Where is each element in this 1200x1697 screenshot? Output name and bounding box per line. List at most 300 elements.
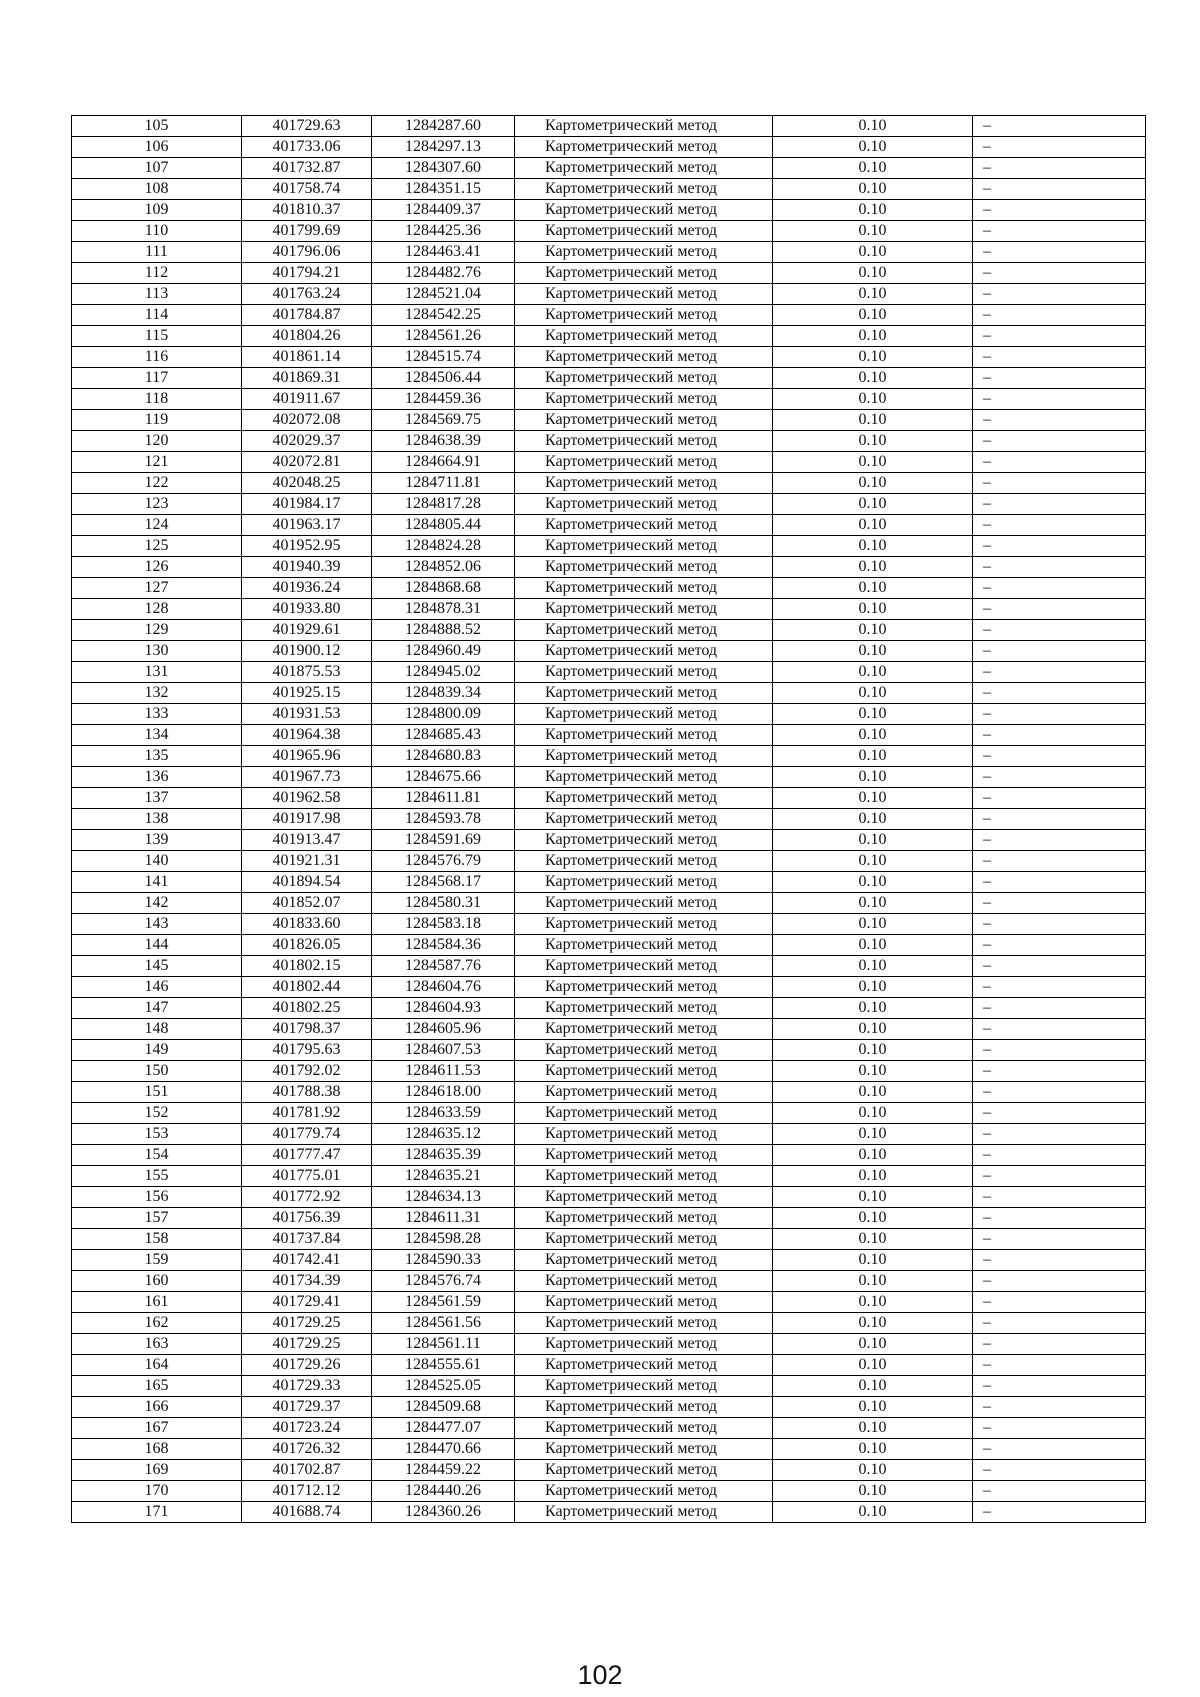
accuracy-cell: 0.10	[773, 893, 973, 914]
point-number-cell: 126	[72, 557, 242, 578]
note-cell: –	[973, 263, 1146, 284]
note-cell: –	[973, 704, 1146, 725]
accuracy-cell: 0.10	[773, 1271, 973, 1292]
point-number-cell: 128	[72, 599, 242, 620]
point-number-cell: 105	[72, 116, 242, 137]
y-coordinate-cell: 1284470.66	[372, 1439, 515, 1460]
method-cell: Картометрический метод	[515, 116, 773, 137]
y-coordinate-cell: 1284440.26	[372, 1481, 515, 1502]
y-coordinate-cell: 1284459.22	[372, 1460, 515, 1481]
method-cell: Картометрический метод	[515, 1208, 773, 1229]
x-coordinate-cell: 401756.39	[242, 1208, 372, 1229]
y-coordinate-cell: 1284576.79	[372, 851, 515, 872]
y-coordinate-cell: 1284852.06	[372, 557, 515, 578]
point-number-cell: 123	[72, 494, 242, 515]
accuracy-cell: 0.10	[773, 1124, 973, 1145]
table-row	[72, 1481, 1146, 1502]
x-coordinate-cell: 401802.25	[242, 998, 372, 1019]
point-number-cell: 132	[72, 683, 242, 704]
method-cell: Картометрический метод	[515, 1145, 773, 1166]
note-cell: –	[973, 893, 1146, 914]
accuracy-cell: 0.10	[773, 620, 973, 641]
note-cell: –	[973, 1355, 1146, 1376]
table-row	[72, 284, 1146, 305]
note-cell: –	[973, 116, 1146, 137]
note-cell: –	[973, 221, 1146, 242]
x-coordinate-cell: 401737.84	[242, 1229, 372, 1250]
note-cell: –	[973, 998, 1146, 1019]
y-coordinate-cell: 1284664.91	[372, 452, 515, 473]
y-coordinate-cell: 1284824.28	[372, 536, 515, 557]
method-cell: Картометрический метод	[515, 221, 773, 242]
x-coordinate-cell: 401962.58	[242, 788, 372, 809]
table-row	[72, 557, 1146, 578]
accuracy-cell: 0.10	[773, 1250, 973, 1271]
point-number-cell: 147	[72, 998, 242, 1019]
note-cell: –	[973, 452, 1146, 473]
point-number-cell: 108	[72, 179, 242, 200]
point-number-cell: 144	[72, 935, 242, 956]
y-coordinate-cell: 1284590.33	[372, 1250, 515, 1271]
method-cell: Картометрический метод	[515, 1103, 773, 1124]
y-coordinate-cell: 1284580.31	[372, 893, 515, 914]
y-coordinate-cell: 1284463.41	[372, 242, 515, 263]
accuracy-cell: 0.10	[773, 389, 973, 410]
x-coordinate-cell: 402029.37	[242, 431, 372, 452]
y-coordinate-cell: 1284604.93	[372, 998, 515, 1019]
method-cell: Картометрический метод	[515, 368, 773, 389]
y-coordinate-cell: 1284817.28	[372, 494, 515, 515]
y-coordinate-cell: 1284868.68	[372, 578, 515, 599]
accuracy-cell: 0.10	[773, 1103, 973, 1124]
y-coordinate-cell: 1284287.60	[372, 116, 515, 137]
method-cell: Картометрический метод	[515, 536, 773, 557]
note-cell: –	[973, 1418, 1146, 1439]
note-cell: –	[973, 1397, 1146, 1418]
x-coordinate-cell: 401729.33	[242, 1376, 372, 1397]
accuracy-cell: 0.10	[773, 599, 973, 620]
x-coordinate-cell: 401967.73	[242, 767, 372, 788]
method-cell: Картометрический метод	[515, 1481, 773, 1502]
table-row	[72, 221, 1146, 242]
method-cell: Картометрический метод	[515, 1502, 773, 1523]
note-cell: –	[973, 1040, 1146, 1061]
method-cell: Картометрический метод	[515, 977, 773, 998]
y-coordinate-cell: 1284360.26	[372, 1502, 515, 1523]
table-row	[72, 326, 1146, 347]
x-coordinate-cell: 401964.38	[242, 725, 372, 746]
x-coordinate-cell: 401911.67	[242, 389, 372, 410]
table-row	[72, 914, 1146, 935]
note-cell: –	[973, 515, 1146, 536]
point-number-cell: 163	[72, 1334, 242, 1355]
x-coordinate-cell: 401869.31	[242, 368, 372, 389]
accuracy-cell: 0.10	[773, 704, 973, 725]
method-cell: Картометрический метод	[515, 809, 773, 830]
y-coordinate-cell: 1284604.76	[372, 977, 515, 998]
accuracy-cell: 0.10	[773, 473, 973, 494]
method-cell: Картометрический метод	[515, 1082, 773, 1103]
note-cell: –	[973, 347, 1146, 368]
point-number-cell: 155	[72, 1166, 242, 1187]
note-cell: –	[973, 1271, 1146, 1292]
accuracy-cell: 0.10	[773, 368, 973, 389]
note-cell: –	[973, 137, 1146, 158]
method-cell: Картометрический метод	[515, 158, 773, 179]
accuracy-cell: 0.10	[773, 305, 973, 326]
point-number-cell: 166	[72, 1397, 242, 1418]
accuracy-cell: 0.10	[773, 200, 973, 221]
page-number: 102	[577, 1660, 623, 1690]
y-coordinate-cell: 1284515.74	[372, 347, 515, 368]
accuracy-cell: 0.10	[773, 746, 973, 767]
note-cell: –	[973, 578, 1146, 599]
table-row	[72, 1334, 1146, 1355]
point-number-cell: 152	[72, 1103, 242, 1124]
x-coordinate-cell: 401796.06	[242, 242, 372, 263]
note-cell: –	[973, 1313, 1146, 1334]
table-row	[72, 305, 1146, 326]
y-coordinate-cell: 1284611.31	[372, 1208, 515, 1229]
point-number-cell: 164	[72, 1355, 242, 1376]
x-coordinate-cell: 401933.80	[242, 599, 372, 620]
method-cell: Картометрический метод	[515, 1040, 773, 1061]
method-cell: Картометрический метод	[515, 494, 773, 515]
method-cell: Картометрический метод	[515, 557, 773, 578]
accuracy-cell: 0.10	[773, 1208, 973, 1229]
table-row	[72, 473, 1146, 494]
point-number-cell: 136	[72, 767, 242, 788]
method-cell: Картометрический метод	[515, 998, 773, 1019]
y-coordinate-cell: 1284297.13	[372, 137, 515, 158]
point-number-cell: 168	[72, 1439, 242, 1460]
accuracy-cell: 0.10	[773, 1418, 973, 1439]
x-coordinate-cell: 401900.12	[242, 641, 372, 662]
table-row	[72, 1187, 1146, 1208]
table-row	[72, 200, 1146, 221]
point-number-cell: 113	[72, 284, 242, 305]
method-cell: Картометрический метод	[515, 347, 773, 368]
x-coordinate-cell: 401952.95	[242, 536, 372, 557]
y-coordinate-cell: 1284576.74	[372, 1271, 515, 1292]
point-number-cell: 153	[72, 1124, 242, 1145]
note-cell: –	[973, 1460, 1146, 1481]
point-number-cell: 117	[72, 368, 242, 389]
point-number-cell: 138	[72, 809, 242, 830]
method-cell: Картометрический метод	[515, 410, 773, 431]
x-coordinate-cell: 401733.06	[242, 137, 372, 158]
y-coordinate-cell: 1284680.83	[372, 746, 515, 767]
x-coordinate-cell: 401729.25	[242, 1334, 372, 1355]
table-row	[72, 935, 1146, 956]
method-cell: Картометрический метод	[515, 893, 773, 914]
note-cell: –	[973, 494, 1146, 515]
point-number-cell: 121	[72, 452, 242, 473]
point-number-cell: 142	[72, 893, 242, 914]
accuracy-cell: 0.10	[773, 1040, 973, 1061]
point-number-cell: 141	[72, 872, 242, 893]
table-row	[72, 1166, 1146, 1187]
note-cell: –	[973, 662, 1146, 683]
accuracy-cell: 0.10	[773, 1481, 973, 1502]
point-number-cell: 162	[72, 1313, 242, 1334]
x-coordinate-cell: 401732.87	[242, 158, 372, 179]
y-coordinate-cell: 1284425.36	[372, 221, 515, 242]
note-cell: –	[973, 977, 1146, 998]
table-row	[72, 431, 1146, 452]
note-cell: –	[973, 1166, 1146, 1187]
note-cell: –	[973, 935, 1146, 956]
table-row	[72, 1124, 1146, 1145]
accuracy-cell: 0.10	[773, 809, 973, 830]
method-cell: Картометрический метод	[515, 830, 773, 851]
method-cell: Картометрический метод	[515, 1334, 773, 1355]
y-coordinate-cell: 1284593.78	[372, 809, 515, 830]
table-row	[72, 1229, 1146, 1250]
x-coordinate-cell: 401799.69	[242, 221, 372, 242]
y-coordinate-cell: 1284542.25	[372, 305, 515, 326]
method-cell: Картометрический метод	[515, 578, 773, 599]
y-coordinate-cell: 1284611.81	[372, 788, 515, 809]
x-coordinate-cell: 401781.92	[242, 1103, 372, 1124]
x-coordinate-cell: 401802.15	[242, 956, 372, 977]
point-number-cell: 127	[72, 578, 242, 599]
y-coordinate-cell: 1284591.69	[372, 830, 515, 851]
table-row	[72, 242, 1146, 263]
x-coordinate-cell: 401894.54	[242, 872, 372, 893]
y-coordinate-cell: 1284509.68	[372, 1397, 515, 1418]
method-cell: Картометрический метод	[515, 725, 773, 746]
x-coordinate-cell: 401931.53	[242, 704, 372, 725]
y-coordinate-cell: 1284635.39	[372, 1145, 515, 1166]
x-coordinate-cell: 401729.37	[242, 1397, 372, 1418]
table-row	[72, 872, 1146, 893]
y-coordinate-cell: 1284459.36	[372, 389, 515, 410]
accuracy-cell: 0.10	[773, 1502, 973, 1523]
y-coordinate-cell: 1284618.00	[372, 1082, 515, 1103]
method-cell: Картометрический метод	[515, 1418, 773, 1439]
x-coordinate-cell: 401742.41	[242, 1250, 372, 1271]
table-row	[72, 1271, 1146, 1292]
note-cell: –	[973, 1439, 1146, 1460]
point-number-cell: 124	[72, 515, 242, 536]
accuracy-cell: 0.10	[773, 998, 973, 1019]
x-coordinate-cell: 401763.24	[242, 284, 372, 305]
y-coordinate-cell: 1284482.76	[372, 263, 515, 284]
method-cell: Картометрический метод	[515, 599, 773, 620]
method-cell: Картометрический метод	[515, 746, 773, 767]
note-cell: –	[973, 1502, 1146, 1523]
x-coordinate-cell: 401940.39	[242, 557, 372, 578]
y-coordinate-cell: 1284611.53	[372, 1061, 515, 1082]
x-coordinate-cell: 401777.47	[242, 1145, 372, 1166]
accuracy-cell: 0.10	[773, 116, 973, 137]
x-coordinate-cell: 401729.26	[242, 1355, 372, 1376]
method-cell: Картометрический метод	[515, 1187, 773, 1208]
note-cell: –	[973, 1250, 1146, 1271]
point-number-cell: 139	[72, 830, 242, 851]
y-coordinate-cell: 1284561.26	[372, 326, 515, 347]
point-number-cell: 149	[72, 1040, 242, 1061]
x-coordinate-cell: 402048.25	[242, 473, 372, 494]
accuracy-cell: 0.10	[773, 515, 973, 536]
note-cell: –	[973, 1061, 1146, 1082]
point-number-cell: 160	[72, 1271, 242, 1292]
accuracy-cell: 0.10	[773, 1460, 973, 1481]
x-coordinate-cell: 401826.05	[242, 935, 372, 956]
accuracy-cell: 0.10	[773, 725, 973, 746]
table-row	[72, 347, 1146, 368]
table-row	[72, 704, 1146, 725]
method-cell: Картометрический метод	[515, 515, 773, 536]
method-cell: Картометрический метод	[515, 1019, 773, 1040]
point-number-cell: 170	[72, 1481, 242, 1502]
accuracy-cell: 0.10	[773, 452, 973, 473]
method-cell: Картометрический метод	[515, 1460, 773, 1481]
point-number-cell: 112	[72, 263, 242, 284]
accuracy-cell: 0.10	[773, 641, 973, 662]
y-coordinate-cell: 1284634.13	[372, 1187, 515, 1208]
point-number-cell: 107	[72, 158, 242, 179]
x-coordinate-cell: 401861.14	[242, 347, 372, 368]
note-cell: –	[973, 1103, 1146, 1124]
y-coordinate-cell: 1284569.75	[372, 410, 515, 431]
y-coordinate-cell: 1284675.66	[372, 767, 515, 788]
method-cell: Картометрический метод	[515, 641, 773, 662]
point-number-cell: 133	[72, 704, 242, 725]
note-cell: –	[973, 158, 1146, 179]
x-coordinate-cell: 401936.24	[242, 578, 372, 599]
y-coordinate-cell: 1284561.59	[372, 1292, 515, 1313]
point-number-cell: 150	[72, 1061, 242, 1082]
accuracy-cell: 0.10	[773, 431, 973, 452]
table-row	[72, 1355, 1146, 1376]
table-row	[72, 1397, 1146, 1418]
accuracy-cell: 0.10	[773, 410, 973, 431]
method-cell: Картометрический метод	[515, 851, 773, 872]
note-cell: –	[973, 683, 1146, 704]
y-coordinate-cell: 1284561.11	[372, 1334, 515, 1355]
point-number-cell: 146	[72, 977, 242, 998]
accuracy-cell: 0.10	[773, 179, 973, 200]
accuracy-cell: 0.10	[773, 1355, 973, 1376]
x-coordinate-cell: 401802.44	[242, 977, 372, 998]
method-cell: Картометрический метод	[515, 1313, 773, 1334]
table-row	[72, 1376, 1146, 1397]
table-row	[72, 494, 1146, 515]
method-cell: Картометрический метод	[515, 935, 773, 956]
note-cell: –	[973, 620, 1146, 641]
note-cell: –	[973, 746, 1146, 767]
point-number-cell: 118	[72, 389, 242, 410]
point-number-cell: 119	[72, 410, 242, 431]
note-cell: –	[973, 1481, 1146, 1502]
y-coordinate-cell: 1284711.81	[372, 473, 515, 494]
x-coordinate-cell: 401723.24	[242, 1418, 372, 1439]
point-number-cell: 148	[72, 1019, 242, 1040]
table-row	[72, 1103, 1146, 1124]
accuracy-cell: 0.10	[773, 767, 973, 788]
accuracy-cell: 0.10	[773, 494, 973, 515]
method-cell: Картометрический метод	[515, 200, 773, 221]
method-cell: Картометрический метод	[515, 179, 773, 200]
accuracy-cell: 0.10	[773, 1313, 973, 1334]
point-number-cell: 140	[72, 851, 242, 872]
table-row	[72, 788, 1146, 809]
accuracy-cell: 0.10	[773, 1439, 973, 1460]
table-row	[72, 620, 1146, 641]
note-cell: –	[973, 641, 1146, 662]
point-number-cell: 167	[72, 1418, 242, 1439]
x-coordinate-cell: 401775.01	[242, 1166, 372, 1187]
method-cell: Картометрический метод	[515, 1397, 773, 1418]
accuracy-cell: 0.10	[773, 1019, 973, 1040]
accuracy-cell: 0.10	[773, 914, 973, 935]
point-number-cell: 109	[72, 200, 242, 221]
accuracy-cell: 0.10	[773, 1229, 973, 1250]
x-coordinate-cell: 401833.60	[242, 914, 372, 935]
note-cell: –	[973, 767, 1146, 788]
accuracy-cell: 0.10	[773, 1292, 973, 1313]
table-row	[72, 1439, 1146, 1460]
point-number-cell: 111	[72, 242, 242, 263]
x-coordinate-cell: 401794.21	[242, 263, 372, 284]
x-coordinate-cell: 401921.31	[242, 851, 372, 872]
x-coordinate-cell: 401875.53	[242, 662, 372, 683]
table-row	[72, 536, 1146, 557]
y-coordinate-cell: 1284638.39	[372, 431, 515, 452]
x-coordinate-cell: 401729.25	[242, 1313, 372, 1334]
table-row	[72, 1019, 1146, 1040]
accuracy-cell: 0.10	[773, 956, 973, 977]
method-cell: Картометрический метод	[515, 767, 773, 788]
method-cell: Картометрический метод	[515, 1166, 773, 1187]
table-row	[72, 830, 1146, 851]
note-cell: –	[973, 788, 1146, 809]
note-cell: –	[973, 1019, 1146, 1040]
y-coordinate-cell: 1284568.17	[372, 872, 515, 893]
accuracy-cell: 0.10	[773, 242, 973, 263]
accuracy-cell: 0.10	[773, 221, 973, 242]
x-coordinate-cell: 401702.87	[242, 1460, 372, 1481]
method-cell: Картометрический метод	[515, 620, 773, 641]
x-coordinate-cell: 401798.37	[242, 1019, 372, 1040]
method-cell: Картометрический метод	[515, 263, 773, 284]
method-cell: Картометрический метод	[515, 872, 773, 893]
point-number-cell: 116	[72, 347, 242, 368]
point-number-cell: 114	[72, 305, 242, 326]
method-cell: Картометрический метод	[515, 473, 773, 494]
accuracy-cell: 0.10	[773, 1187, 973, 1208]
x-coordinate-cell: 401810.37	[242, 200, 372, 221]
table-row	[72, 410, 1146, 431]
table-row	[72, 179, 1146, 200]
y-coordinate-cell: 1284605.96	[372, 1019, 515, 1040]
accuracy-cell: 0.10	[773, 851, 973, 872]
x-coordinate-cell: 401779.74	[242, 1124, 372, 1145]
y-coordinate-cell: 1284888.52	[372, 620, 515, 641]
method-cell: Картометрический метод	[515, 242, 773, 263]
note-cell: –	[973, 179, 1146, 200]
point-number-cell: 159	[72, 1250, 242, 1271]
x-coordinate-cell: 401688.74	[242, 1502, 372, 1523]
x-coordinate-cell: 401984.17	[242, 494, 372, 515]
note-cell: –	[973, 305, 1146, 326]
x-coordinate-cell: 401788.38	[242, 1082, 372, 1103]
y-coordinate-cell: 1284805.44	[372, 515, 515, 536]
accuracy-cell: 0.10	[773, 263, 973, 284]
method-cell: Картометрический метод	[515, 1250, 773, 1271]
